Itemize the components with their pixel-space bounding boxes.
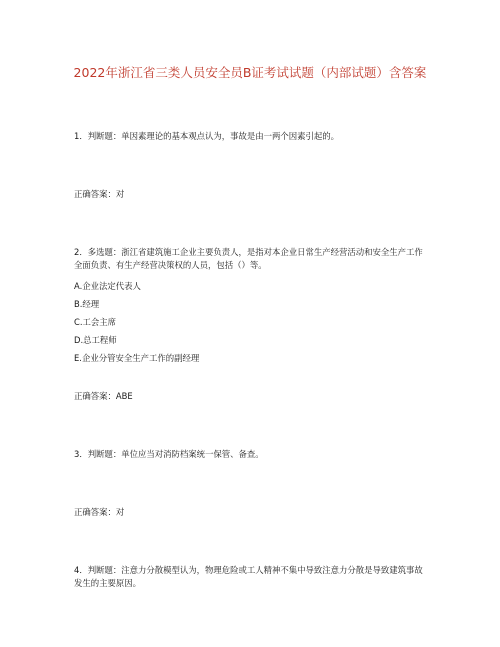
document-title: 2022年浙江省三类人员安全员B证考试试题（内部试题）含答案 [73, 65, 427, 80]
question-2-stem: 2．多选题：浙江省建筑施工企业主要负责人，是指对本企业日常生产经营活动和安全生产工作全面负责、有生产经营决策权的人员，包括（）等。 [74, 247, 423, 270]
question-4-stem: 4．判断题：注意力分散模型认为，物理危险或工人精神不集中导致注意力分散是导致建筑事故发生的主要原因。 [74, 565, 423, 588]
question-2-answer: 正确答案：ABE [74, 391, 133, 401]
question-2-option-e: E.企业分管安全生产工作的副经理 [74, 353, 200, 363]
question-2-option-a: A.企业法定代表人 [74, 281, 141, 291]
question-2-option-b: B.经理 [74, 299, 100, 309]
question-2-option-d: D.总工程师 [74, 335, 117, 345]
question-1-answer: 正确答案：对 [74, 189, 125, 199]
question-3-answer: 正确答案：对 [74, 507, 125, 517]
question-3-stem: 3．判断题：单位应当对消防档案统一保管、备查。 [74, 449, 264, 459]
question-1-stem: 1．判断题：单因素理论的基本观点认为，事故是由一两个因素引起的。 [74, 131, 339, 141]
question-2-option-c: C.工会主席 [74, 317, 117, 327]
